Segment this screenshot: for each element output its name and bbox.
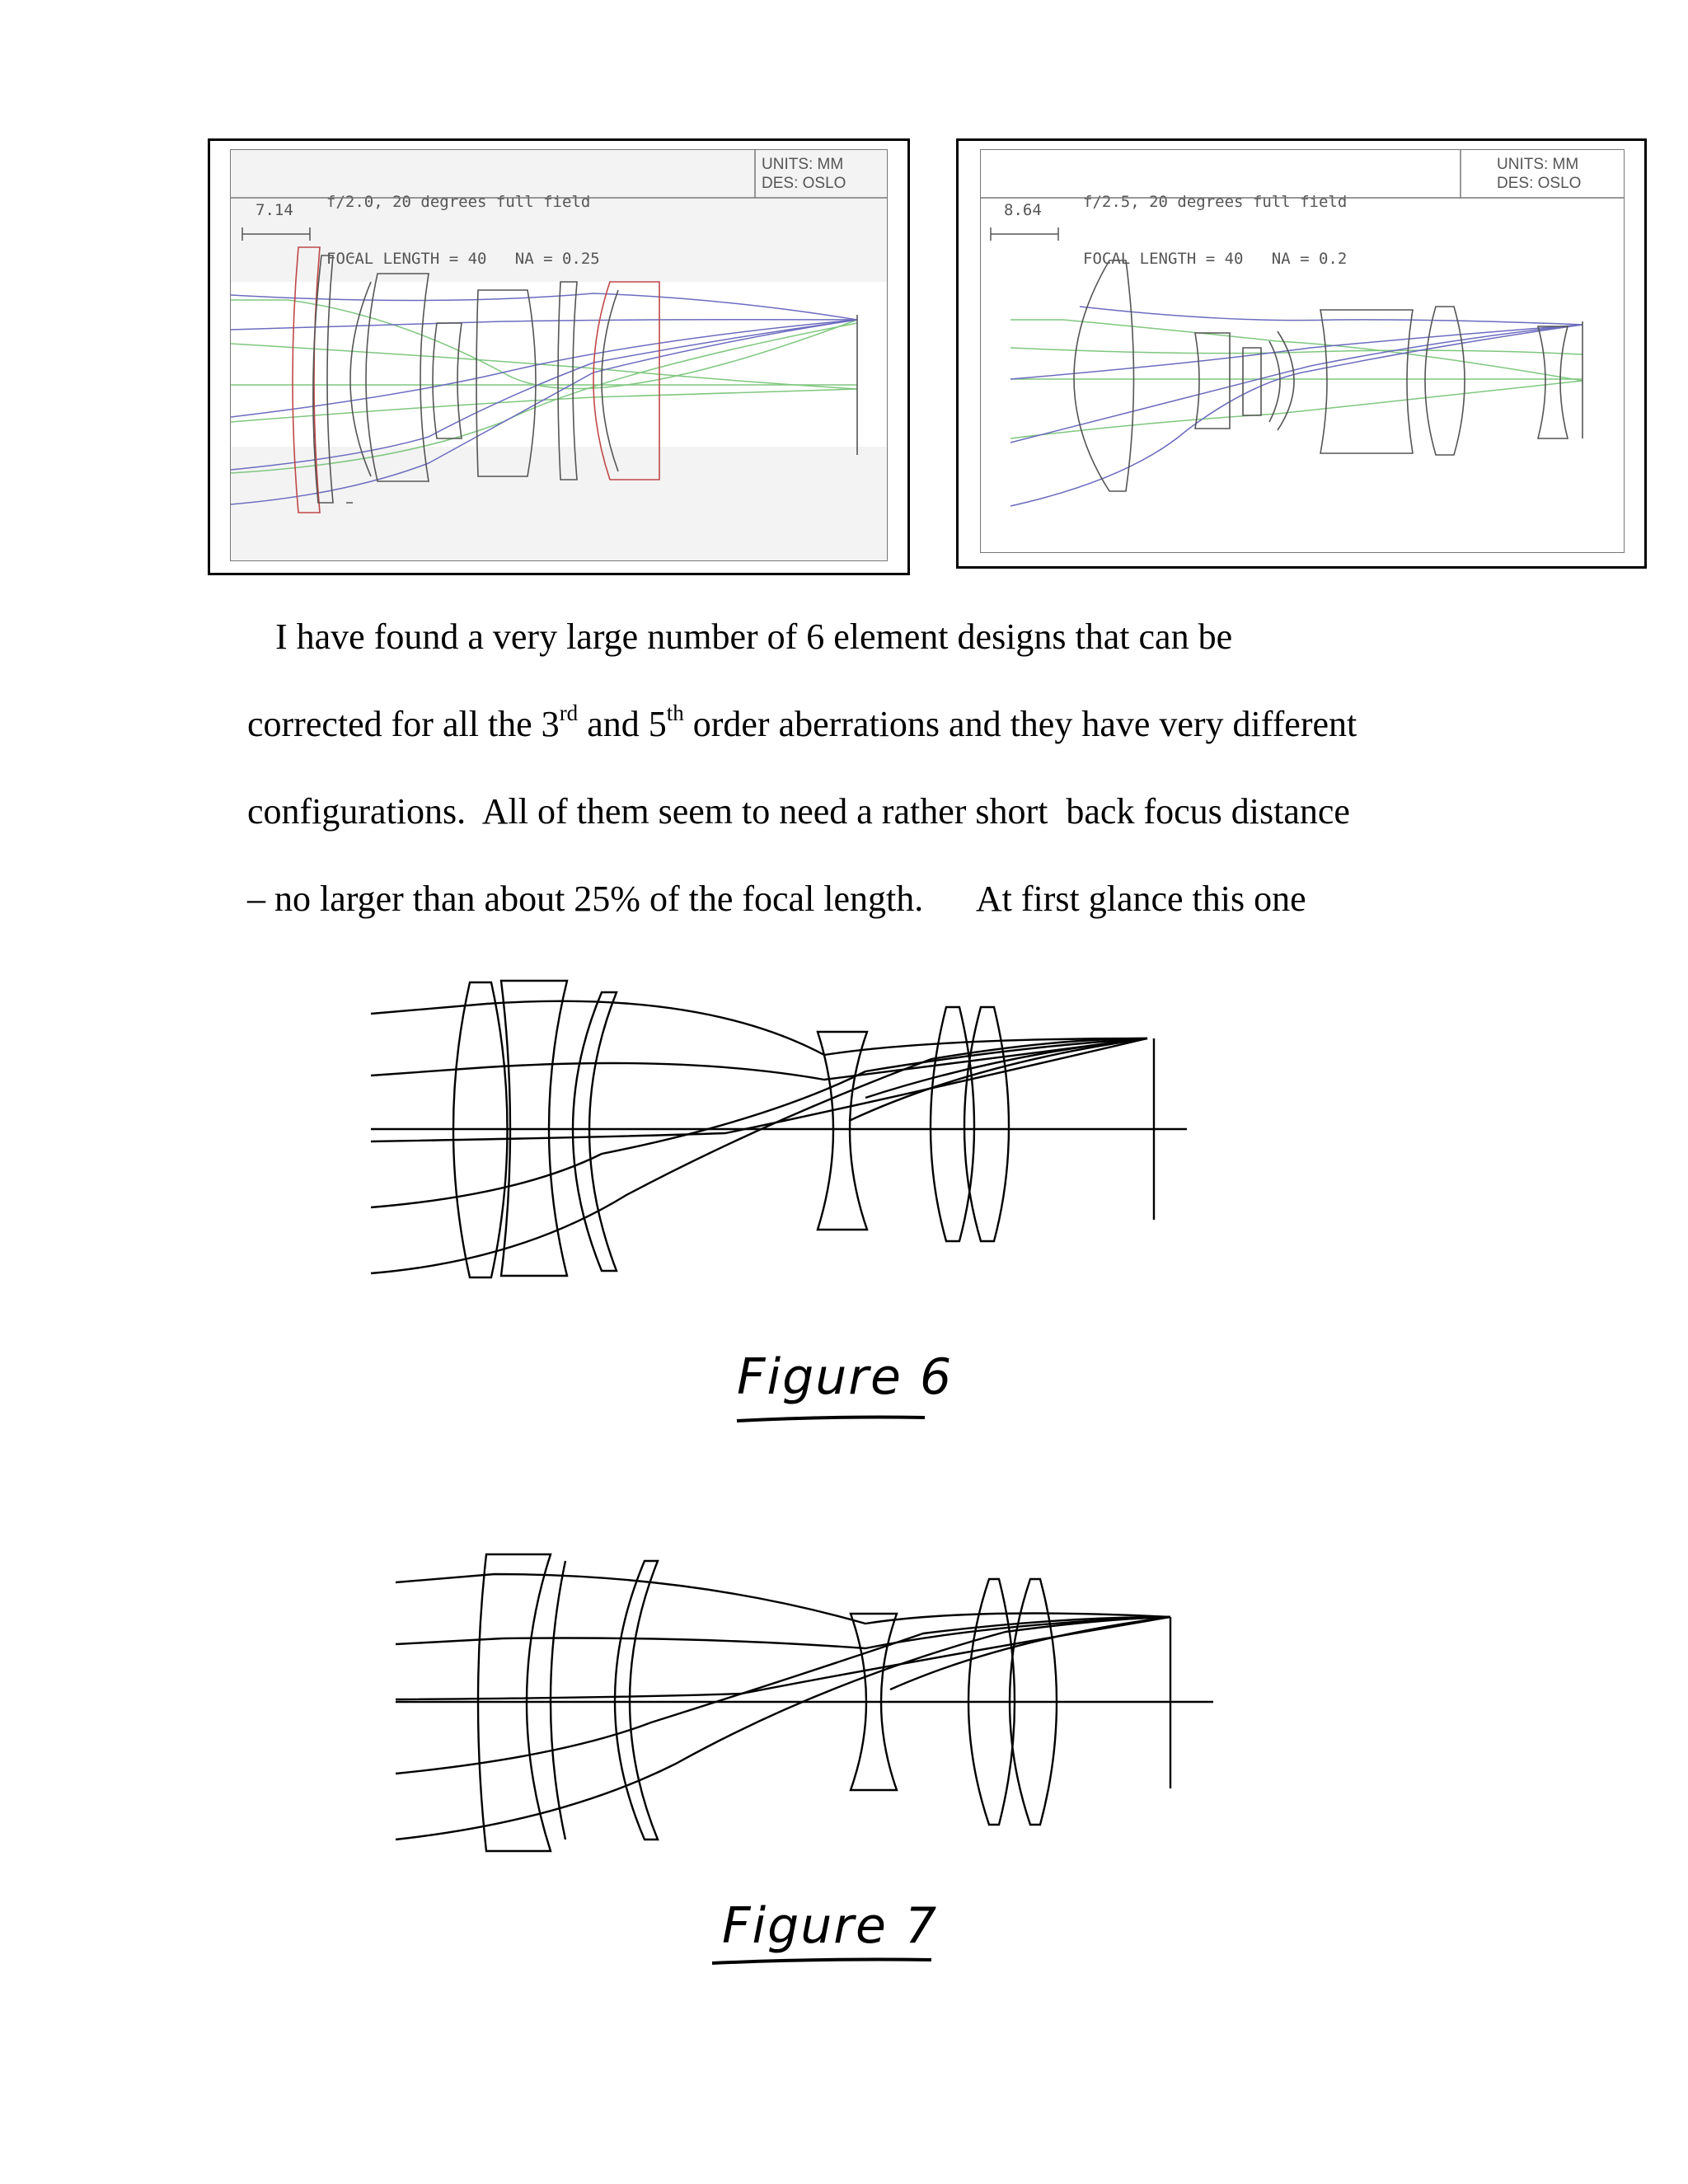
paragraph-line-1-text: I have found a very large number of 6 element designs that can be bbox=[275, 616, 1233, 657]
oslo-units-right: UNITS: MM bbox=[1497, 156, 1579, 173]
figure-6-caption bbox=[737, 1348, 953, 1406]
superscript-th: th bbox=[666, 701, 684, 725]
scale-label-left: 7.14 bbox=[256, 201, 293, 219]
paragraph-line-2-a: corrected for all the 3 bbox=[247, 704, 560, 744]
oslo-designer-right: DES: OSLO bbox=[1497, 175, 1582, 192]
oslo-units-left: UNITS: MM bbox=[762, 156, 844, 173]
paragraph-line-3-text: configurations. All of them seem to need a rather short back focus distance bbox=[247, 791, 1350, 832]
oslo-plot-frame-left bbox=[230, 149, 888, 561]
figure-6-lens-drawing bbox=[354, 956, 1212, 1294]
oslo-panel-left bbox=[208, 138, 910, 575]
paragraph-line-2-b: and 5 bbox=[578, 704, 667, 744]
paragraph-line-4 bbox=[247, 855, 1484, 943]
oslo-panel-right bbox=[956, 138, 1647, 569]
figure-7-caption-underline bbox=[709, 1955, 940, 1971]
figure-6-caption-underline bbox=[734, 1411, 931, 1427]
paragraph-line-3 bbox=[247, 768, 1484, 855]
figure-7-caption-text: Figure 7 bbox=[722, 1897, 939, 1955]
figure-6-caption-text: Figure 6 bbox=[737, 1348, 954, 1406]
body-paragraph bbox=[247, 593, 1484, 943]
oslo-title-line2-right: FOCAL LENGTH = 40 NA = 0.2 bbox=[1083, 250, 1348, 268]
oslo-lens-diagram-right bbox=[981, 150, 1624, 552]
paragraph-line-2-c: order aberrations and they have very different bbox=[683, 704, 1357, 744]
figure-7-caption bbox=[722, 1897, 938, 1955]
superscript-rd: rd bbox=[559, 701, 579, 725]
oslo-lens-diagram-left bbox=[231, 150, 887, 560]
figure-7-lens-drawing bbox=[379, 1541, 1236, 1879]
oslo-designer-left: DES: OSLO bbox=[762, 175, 846, 192]
scale-label-right: 8.64 bbox=[1004, 201, 1042, 219]
paragraph-line-1 bbox=[247, 593, 1484, 681]
oslo-title-line1-left: f/2.0, 20 degrees full field bbox=[326, 193, 591, 211]
oslo-title-line1-right: f/2.5, 20 degrees full field bbox=[1083, 193, 1348, 211]
oslo-plot-frame-right bbox=[980, 149, 1625, 553]
paragraph-line-2 bbox=[247, 681, 1484, 768]
oslo-title-line2-left: FOCAL LENGTH = 40 NA = 0.25 bbox=[326, 250, 600, 268]
paragraph-line-4-text: – no larger than about 25% of the focal length. At first glance this one bbox=[247, 879, 1306, 919]
